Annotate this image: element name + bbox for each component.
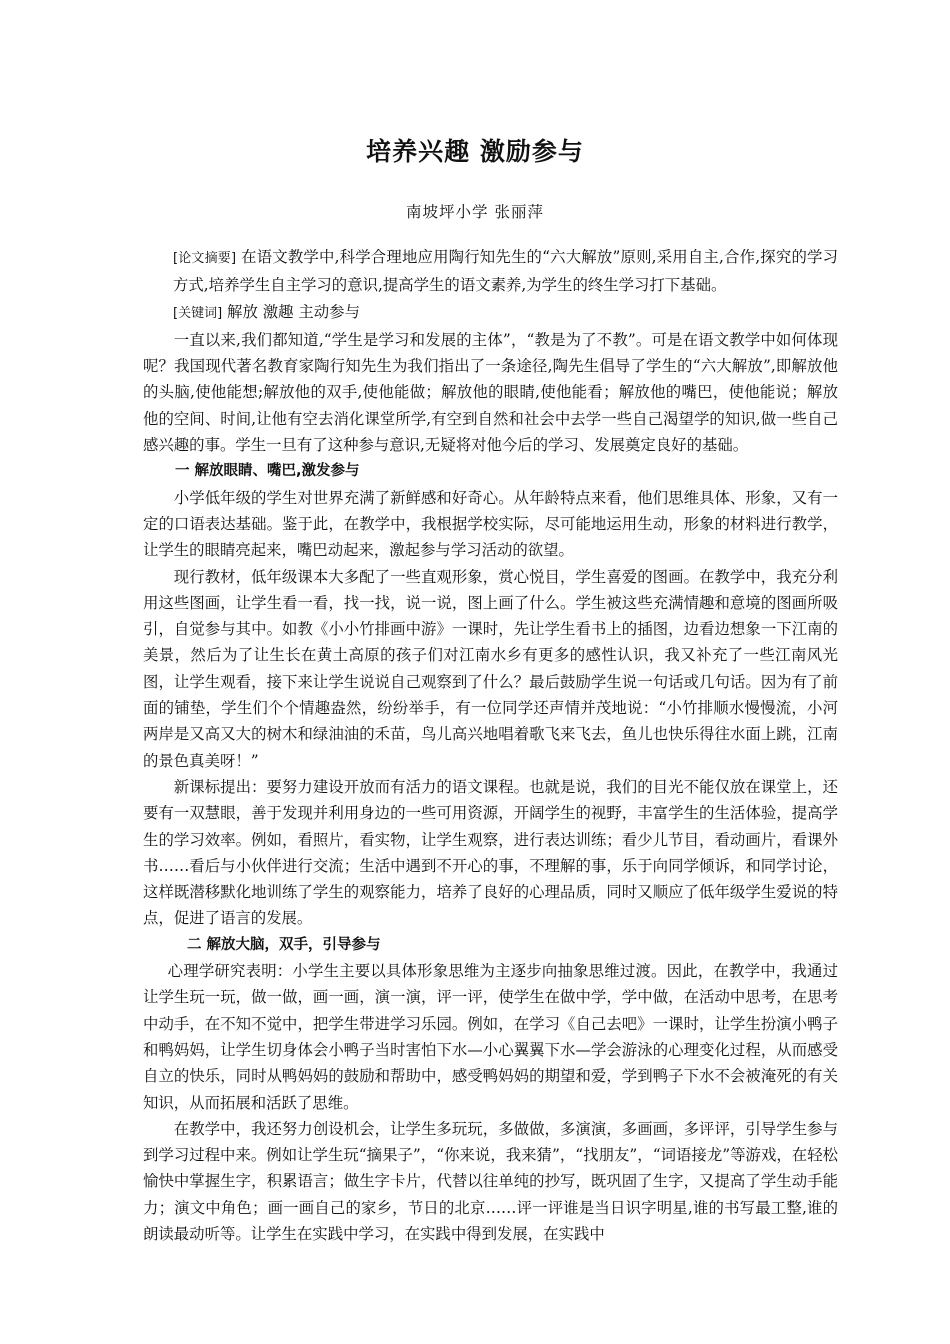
section-1-paragraph-1: 小学低年级的学生对世界充满了新鲜感和好奇心。从年龄特点来看，他们思维具体、形象，又有一定的口语表达基础。鉴于此，在教学中，我根据学校实际，尽可能地运用生动，形象的材料进行教学，让学生的眼睛亮起来，嘴巴动起来，激起参与学习活动的欲望。: [143, 488, 838, 560]
keywords-paragraph: [143, 299, 838, 327]
section-2-paragraph-1: 心理学研究表明：小学生主要以具体形象思维为主逐步向抽象思维过渡。因此，在教学中，我通过让学生玩一玩，做一做，画一画，演一演，评一评，使学生在做中学，学中做，在活动中思考，在思考中动手，在不知不觉中，把学生带进学习乐园。例如，在学习《自己去吧》一课时，让学生扮演小鸭子和鸭妈妈，让学生切身体会小鸭子当时害怕下水—小心翼翼下水—学会游泳的心理变化过程，从而感受自立的快乐，同时从鸭妈妈的鼓励和帮助中，感受鸭妈妈的期望和爱，学到鸭子下水不会被淹死的有关知识，从而拓展和活跃了思维。: [143, 962, 838, 1112]
keywords-text: 解放 激趣 主动参与: [222, 302, 360, 321]
abstract-text: 在语文教学中,科学合理地应用陶行知先生的“六大解放”原则,采用自主,合作,探究的学习方式,培养学生自主学习的意识,提高学生的语文素养,为学生的终生学习打下基础。: [173, 248, 838, 295]
section-1-paragraph-2: 现行教材，低年级课本大多配了一些直观形象，赏心悦目，学生喜爱的图画。在教学中，我充分利用这些图画，让学生看一看，找一找，说一说，图上画了什么。学生被这些充满情趣和意境的图画所吸引，自觉参与其中。如教《小小竹排画中游》一课时，先让学生看书上的插图，边看边想象一下江南的美景，然后为了让生长在黄土高原的孩子们对江南水乡有更多的感性认识，我又补充了一些江南风光图，让学生观看，接下来让学生说说自己观察到了什么？最后鼓励学生说一句话或几句话。因为有了前面的铺垫，学生们个个情趣盎然，纷纷举手，有一位同学还声情并茂地说：“小竹排顺水慢慢流，小河两岸是又高又大的树木和绿油油的禾苗，鸟儿高兴地唱着歌飞来飞去，鱼儿也快乐得往水面上跳，江南的景色真美呀！”: [143, 567, 838, 770]
abstract-paragraph: [143, 244, 838, 299]
section-2-paragraph-2: 在教学中，我还努力创设机会，让学生多玩玩，多做做，多演演，多画画，多评评，引导学生参与到学习过程中来。例如让学生玩“摘果子”，“你来说，我来猜”，“找朋友”，“词语接龙”等游戏，在轻松愉快中掌握生字，积累语言；做生字卡片，代替以往单纯的抄写，既巩固了生字，又提高了学生动手能力；演文中角色；画一画自己的家乡，节日的北京……评一评谁是当日识字明星,谁的书写最工整,谁的朗读最动听等。让学生在实践中学习，在实践中得到发展，在实践中: [143, 1119, 838, 1243]
section-1-heading: 一 解放眼睛、嘴巴,激发参与: [175, 463, 360, 480]
section-1-paragraph-3: 新课标提出：要努力建设开放而有活力的语文课程。也就是说，我们的目光不能仅放在课堂上，还要有一双慧眼，善于发现并利用身边的一些可用资源，开阔学生的视野，丰富学生的生活体验，提高学生的学习效率。例如，看照片，看实物，让学生观察，进行表达训练；看少儿节目，看动画片，看课外书……看后与小伙伴进行交流；生活中遇到不开心的事，不理解的事，乐于向同学倾诉，和同学讨论，这样既潜移默化地训练了学生的观察能力，培养了良好的心理品质，同时又顺应了低年级学生爱说的特点，促进了语言的发展。: [143, 777, 838, 928]
document-author: 南坡坪小学 张丽萍: [406, 203, 544, 221]
intro-paragraph: 一直以来,我们都知道,“学生是学习和发展的主体”，“教是为了不教”。可是在语文教学中如何体现呢？我国现代著名教育家陶行知先生为我们指出了一条途径,陶先生倡导了学生的“六大解放”,即解放他的头脑,使他能想;解放他的双手,使他能做；解放他的眼睛,使他能看；解放他的嘴巴，使他能说；解放他的空间、时间,让他有空去消化课堂所学,有空到自然和社会中去学一些自己渴望学的知识,做一些自己感兴趣的事。学生一旦有了这种参与意识,无疑将对他今后的学习、发展奠定良好的基础。: [143, 330, 838, 455]
section-2-heading: 二 解放大脑，双手，引导参与: [187, 936, 381, 953]
document-title: 培养兴趣 激励参与: [366, 137, 584, 166]
keywords-tag: [关键词]: [173, 305, 223, 321]
document-body: [143, 244, 838, 1247]
abstract-tag: [论文摘要]: [173, 251, 237, 266]
